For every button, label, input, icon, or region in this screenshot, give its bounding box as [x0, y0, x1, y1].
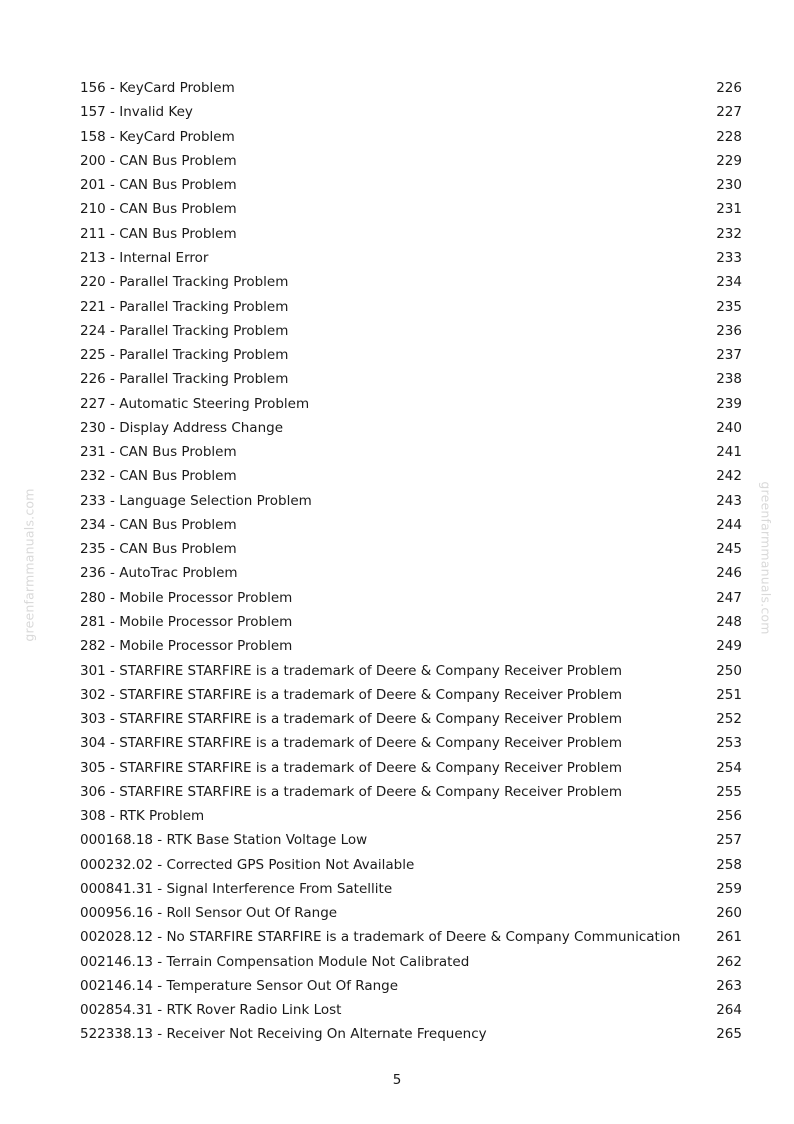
toc-entry-page: 239 [716, 395, 742, 412]
toc-entry-page: 262 [716, 953, 742, 970]
toc-entry[interactable] [80, 294, 742, 318]
toc-entry-page: 235 [716, 298, 742, 315]
toc-entry[interactable] [80, 464, 742, 488]
toc-entry[interactable] [80, 658, 742, 682]
toc-entry-page: 231 [716, 201, 742, 218]
toc-entry[interactable] [80, 537, 742, 561]
toc-entry[interactable] [80, 950, 742, 974]
toc-entry[interactable] [80, 222, 742, 246]
toc-entry-title: 231 - CAN Bus Problem [80, 444, 237, 461]
toc-entry[interactable] [80, 125, 742, 149]
toc-entry-title: 000168.18 - RTK Base Station Voltage Low [80, 832, 368, 849]
toc-entry-page: 247 [716, 589, 742, 606]
toc-entry[interactable] [80, 76, 742, 100]
toc-entry-title: 220 - Parallel Tracking Problem [80, 274, 289, 291]
toc-entry-page: 226 [716, 80, 742, 97]
toc-entry-page: 234 [716, 274, 742, 291]
toc-entry-title: 233 - Language Selection Problem [80, 492, 312, 509]
toc-entry-title: 201 - CAN Bus Problem [80, 177, 237, 194]
toc-entry-title: 157 - Invalid Key [80, 104, 193, 121]
toc-entry[interactable] [80, 731, 742, 755]
toc-entry-title: 235 - CAN Bus Problem [80, 541, 237, 558]
toc-entry-page: 249 [716, 638, 742, 655]
toc-entry-title: 282 - Mobile Processor Problem [80, 638, 293, 655]
toc-entry[interactable] [80, 974, 742, 998]
toc-entry-title: 210 - CAN Bus Problem [80, 201, 237, 218]
toc-entry[interactable] [80, 367, 742, 391]
toc-entry-title: 281 - Mobile Processor Problem [80, 613, 293, 630]
toc-entry-page: 260 [716, 905, 742, 922]
toc-entry-page: 257 [716, 832, 742, 849]
toc-entry-title: 232 - CAN Bus Problem [80, 468, 237, 485]
toc-entry[interactable] [80, 246, 742, 270]
toc-entry-page: 238 [716, 371, 742, 388]
toc-entry[interactable] [80, 343, 742, 367]
toc-entry-page: 242 [716, 468, 742, 485]
toc-entry-title: 200 - CAN Bus Problem [80, 152, 237, 169]
toc-entry-title: 303 - STARFIRE STARFIRE is a trademark of Deere & Company Receiver Problem [80, 711, 622, 728]
watermark-right: greenfarmmanuals.com [758, 481, 774, 635]
toc-entry[interactable] [80, 149, 742, 173]
toc-entry-page: 237 [716, 347, 742, 364]
toc-entry-title: 308 - RTK Problem [80, 808, 205, 825]
toc-entry-title: 002146.13 - Terrain Compensation Module Not Calibrated [80, 953, 470, 970]
toc-entry-title: 280 - Mobile Processor Problem [80, 589, 293, 606]
toc-entry[interactable] [80, 804, 742, 828]
toc-entry[interactable] [80, 610, 742, 634]
toc-entry-page: 256 [716, 808, 742, 825]
toc-entry[interactable] [80, 561, 742, 585]
toc-entry-page: 261 [716, 929, 742, 946]
toc-entry[interactable] [80, 489, 742, 513]
toc-entry-title: 221 - Parallel Tracking Problem [80, 298, 289, 315]
toc-entry[interactable] [80, 1022, 742, 1046]
toc-entry-title: 000232.02 - Corrected GPS Position Not Available [80, 856, 415, 873]
toc-entry[interactable] [80, 828, 742, 852]
table-of-contents [80, 76, 742, 1047]
toc-entry-title: 227 - Automatic Steering Problem [80, 395, 310, 412]
toc-entry-page: 248 [716, 613, 742, 630]
toc-entry-page: 232 [716, 225, 742, 242]
toc-entry-title: 211 - CAN Bus Problem [80, 225, 237, 242]
toc-entry-page: 253 [716, 735, 742, 752]
toc-entry-title: 002146.14 - Temperature Sensor Out Of Range [80, 977, 399, 994]
toc-entry[interactable] [80, 270, 742, 294]
toc-entry[interactable] [80, 173, 742, 197]
toc-entry-page: 254 [716, 759, 742, 776]
toc-entry[interactable] [80, 634, 742, 658]
toc-entry[interactable] [80, 925, 742, 949]
toc-entry[interactable] [80, 780, 742, 804]
toc-entry-title: 234 - CAN Bus Problem [80, 516, 237, 533]
toc-entry[interactable] [80, 391, 742, 415]
toc-entry-title: 225 - Parallel Tracking Problem [80, 347, 289, 364]
toc-entry[interactable] [80, 901, 742, 925]
toc-entry-page: 229 [716, 152, 742, 169]
page-number: 5 [392, 1072, 402, 1088]
toc-entry-page: 250 [716, 662, 742, 679]
toc-entry[interactable] [80, 100, 742, 124]
watermark-left: greenfarmmanuals.com [21, 488, 37, 642]
toc-entry-page: 263 [716, 977, 742, 994]
toc-entry-title: 304 - STARFIRE STARFIRE is a trademark of Deere & Company Receiver Problem [80, 735, 622, 752]
toc-entry-title: 230 - Display Address Change [80, 419, 284, 436]
toc-entry-page: 227 [716, 104, 742, 121]
toc-entry-title: 002854.31 - RTK Rover Radio Link Lost [80, 1002, 342, 1019]
toc-entry-title: 000841.31 - Signal Interference From Satellite [80, 880, 393, 897]
toc-entry[interactable] [80, 440, 742, 464]
toc-entry-title: 301 - STARFIRE STARFIRE is a trademark of Deere & Company Receiver Problem [80, 662, 622, 679]
toc-entry-title: 000956.16 - Roll Sensor Out Of Range [80, 905, 338, 922]
toc-entry[interactable] [80, 416, 742, 440]
toc-entry-page: 236 [716, 322, 742, 339]
toc-entry-page: 258 [716, 856, 742, 873]
toc-entry-page: 255 [716, 783, 742, 800]
toc-entry-title: 226 - Parallel Tracking Problem [80, 371, 289, 388]
toc-entry-page: 230 [716, 177, 742, 194]
toc-entry-page: 240 [716, 419, 742, 436]
toc-entry[interactable] [80, 877, 742, 901]
toc-entry-page: 233 [716, 249, 742, 266]
toc-entry-title: 522338.13 - Receiver Not Receiving On Alternate Frequency [80, 1026, 487, 1043]
toc-entry-title: 158 - KeyCard Problem [80, 128, 235, 145]
toc-entry-page: 244 [716, 516, 742, 533]
toc-entry[interactable] [80, 513, 742, 537]
toc-entry-page: 259 [716, 880, 742, 897]
toc-entry-page: 246 [716, 565, 742, 582]
toc-entry[interactable] [80, 853, 742, 877]
toc-entry[interactable] [80, 586, 742, 610]
toc-entry-title: 236 - AutoTrac Problem [80, 565, 238, 582]
toc-entry[interactable] [80, 998, 742, 1022]
toc-entry[interactable] [80, 707, 742, 731]
toc-entry-title: 002028.12 - No STARFIRE STARFIRE is a trademark of Deere & Company Communication [80, 929, 681, 946]
toc-entry[interactable] [80, 197, 742, 221]
toc-entry-title: 306 - STARFIRE STARFIRE is a trademark of Deere & Company Receiver Problem [80, 783, 622, 800]
toc-entry-page: 245 [716, 541, 742, 558]
toc-entry[interactable] [80, 755, 742, 779]
toc-entry-title: 305 - STARFIRE STARFIRE is a trademark of Deere & Company Receiver Problem [80, 759, 622, 776]
toc-entry[interactable] [80, 319, 742, 343]
toc-entry-page: 228 [716, 128, 742, 145]
toc-entry-page: 265 [716, 1026, 742, 1043]
toc-entry-title: 213 - Internal Error [80, 249, 209, 266]
toc-entry-page: 252 [716, 711, 742, 728]
toc-entry-title: 224 - Parallel Tracking Problem [80, 322, 289, 339]
toc-entry-title: 156 - KeyCard Problem [80, 80, 235, 97]
toc-entry-page: 243 [716, 492, 742, 509]
toc-entry[interactable] [80, 683, 742, 707]
toc-entry-page: 264 [716, 1002, 742, 1019]
toc-entry-page: 241 [716, 444, 742, 461]
toc-entry-title: 302 - STARFIRE STARFIRE is a trademark of Deere & Company Receiver Problem [80, 686, 622, 703]
toc-entry-page: 251 [716, 686, 742, 703]
